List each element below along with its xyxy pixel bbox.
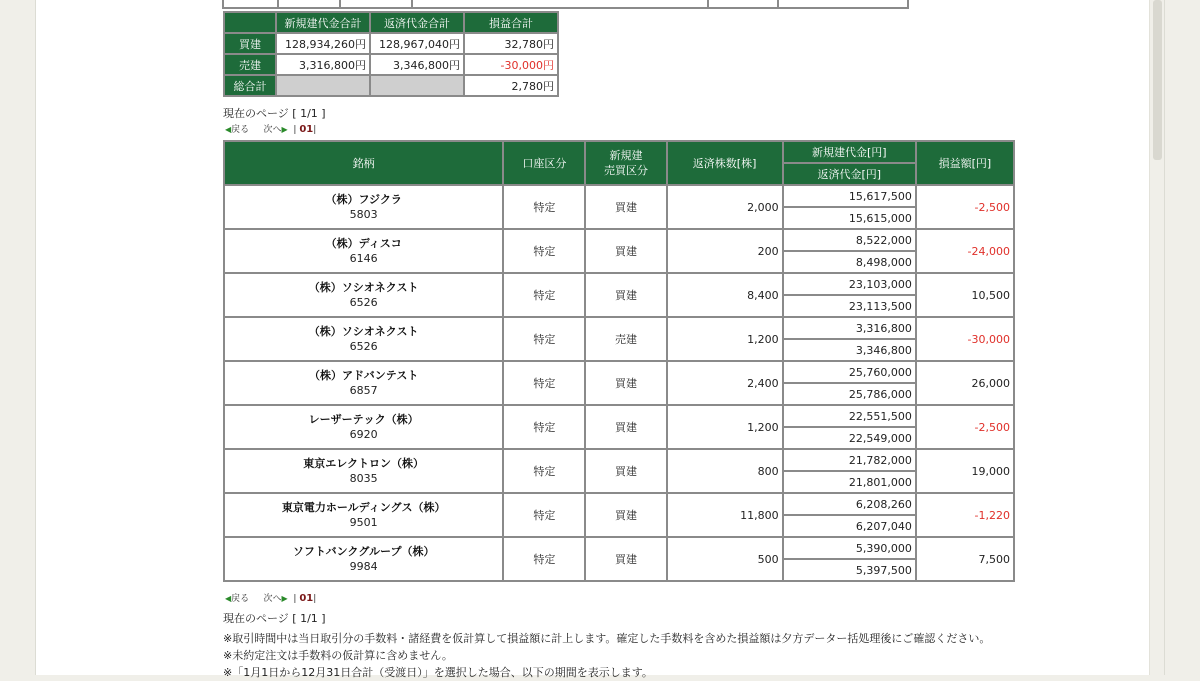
return-qty: 500 — [668, 538, 782, 580]
stock-cell — [225, 450, 502, 492]
table-row — [225, 362, 1013, 382]
page-panel — [35, 0, 1165, 679]
profit-loss: -2,500 — [917, 406, 1013, 448]
account-type: 特定 — [504, 406, 584, 448]
return-amount: 25,786,000 — [784, 384, 915, 404]
stock-code: 6857 — [349, 384, 378, 397]
profit-loss: -2,500 — [917, 186, 1013, 228]
summary-header: 返済代金合計 — [371, 13, 463, 32]
stock-code: 6920 — [349, 428, 378, 441]
header-account: 口座区分 — [504, 142, 584, 184]
stock-cell — [225, 274, 502, 316]
scrollbar[interactable] — [1149, 0, 1164, 675]
header-side — [586, 142, 665, 184]
stock-code: 6526 — [349, 296, 378, 309]
header-qty: 返済株数[株] — [668, 142, 782, 184]
positions-table — [223, 140, 1015, 582]
account-type: 特定 — [504, 494, 584, 536]
trade-side: 買建 — [586, 494, 665, 536]
summary-pl: -30,000円 — [465, 55, 557, 74]
next-arrow-icon: ▶ — [281, 594, 288, 603]
stock-cell — [225, 362, 502, 404]
summary-row-label: 売建 — [225, 55, 275, 74]
trade-side: 買建 — [586, 362, 665, 404]
note-line: ※「1月1日から12月31日合計（受渡日）」を選択した場合、以下の期間を表示します。 — [223, 666, 653, 679]
page-separator: | — [293, 594, 297, 604]
stock-cell — [225, 230, 502, 272]
header-new-amount: 新規建代金[円] — [784, 142, 915, 162]
account-type: 特定 — [504, 186, 584, 228]
profit-loss: 7,500 — [917, 538, 1013, 580]
profit-loss: 10,500 — [917, 274, 1013, 316]
stock-code: 5803 — [349, 208, 378, 221]
summary-return-total: 3,346,800円 — [371, 55, 463, 74]
profit-loss: -24,000 — [917, 230, 1013, 272]
account-type: 特定 — [504, 274, 584, 316]
stock-cell — [225, 406, 502, 448]
trade-side: 買建 — [586, 538, 665, 580]
previous-table-fragment — [222, 0, 909, 9]
summary-pl: 32,780円 — [465, 34, 557, 53]
new-amount: 15,617,500 — [784, 186, 915, 206]
summary-row-label: 買建 — [225, 34, 275, 53]
profit-loss: -1,220 — [917, 494, 1013, 536]
stock-name[interactable]: 東京電力ホールディングス（株） — [281, 501, 446, 514]
account-type: 特定 — [504, 362, 584, 404]
page-number-link[interactable]: 01 — [299, 593, 314, 604]
table-row — [225, 450, 1013, 470]
stock-name[interactable]: （株）ソシオネクスト — [308, 281, 419, 294]
return-amount: 23,113,500 — [784, 296, 915, 316]
pagination-top — [225, 122, 316, 135]
stock-cell — [225, 538, 502, 580]
table-row — [225, 318, 1013, 338]
summary-row-label: 総合計 — [225, 76, 275, 95]
trade-side: 買建 — [586, 186, 665, 228]
note-line: ※取引時間中は当日取引分の手数料・諸経費を仮計算して損益額に計上します。確定した手数料を含めた損益額は夕方データー括処理後にご確認ください。 — [223, 632, 991, 645]
stock-code: 6526 — [349, 340, 378, 353]
summary-empty-cell — [371, 76, 463, 95]
return-amount: 22,549,000 — [784, 428, 915, 448]
notes — [223, 630, 990, 681]
header-side-line1: 新規建 — [609, 149, 643, 162]
table-row — [225, 274, 1013, 294]
stock-name[interactable]: （株）ソシオネクスト — [308, 325, 419, 338]
page-separator: | — [313, 594, 317, 604]
next-arrow-icon: ▶ — [281, 125, 288, 134]
stock-name[interactable]: （株）ディスコ — [325, 237, 402, 250]
profit-loss: 26,000 — [917, 362, 1013, 404]
new-amount: 25,760,000 — [784, 362, 915, 382]
stock-code: 6146 — [349, 252, 378, 265]
page-number-link[interactable]: 01 — [299, 124, 314, 135]
back-link[interactable]: 戻る — [231, 125, 250, 135]
return-amount: 6,207,040 — [784, 516, 915, 536]
new-amount: 3,316,800 — [784, 318, 915, 338]
summary-row-sell — [225, 55, 557, 74]
return-amount: 15,615,000 — [784, 208, 915, 228]
trade-side: 買建 — [586, 406, 665, 448]
summary-total-pl: 2,780円 — [465, 76, 557, 95]
summary-row-buy — [225, 34, 557, 53]
stock-name[interactable]: レーザーテック（株） — [308, 413, 419, 426]
trade-side: 買建 — [586, 450, 665, 492]
new-amount: 8,522,000 — [784, 230, 915, 250]
stock-code: 8035 — [349, 472, 378, 485]
back-link[interactable]: 戻る — [231, 594, 250, 604]
current-page-label: 現在のページ [ 1/1 ] — [223, 107, 326, 120]
page-separator: | — [293, 125, 297, 135]
new-amount: 22,551,500 — [784, 406, 915, 426]
back-arrow-icon: ◀ — [225, 125, 232, 134]
summary-new-total: 128,934,260円 — [277, 34, 369, 53]
new-amount: 23,103,000 — [784, 274, 915, 294]
return-qty: 1,200 — [668, 318, 782, 360]
header-name: 銘柄 — [225, 142, 502, 184]
trade-side: 売建 — [586, 318, 665, 360]
header-side-line2: 売買区分 — [603, 164, 648, 177]
profit-loss: -30,000 — [917, 318, 1013, 360]
summary-new-total: 3,316,800円 — [277, 55, 369, 74]
stock-code: 9501 — [349, 516, 378, 529]
table-row — [225, 494, 1013, 514]
pagination-bottom — [225, 591, 316, 604]
profit-loss: 19,000 — [917, 450, 1013, 492]
stock-name[interactable]: （株）フジクラ — [325, 193, 402, 206]
stock-name[interactable]: 東京エレクトロン（株） — [303, 457, 425, 470]
stock-code: 9984 — [349, 560, 378, 573]
summary-corner — [225, 13, 275, 32]
return-qty: 200 — [668, 230, 782, 272]
stock-cell — [225, 186, 502, 228]
account-type: 特定 — [504, 538, 584, 580]
stock-name[interactable]: （株）アドバンテスト — [309, 369, 419, 382]
summary-empty-cell — [277, 76, 369, 95]
stock-cell — [225, 494, 502, 536]
next-link[interactable]: 次へ — [263, 594, 282, 604]
return-qty: 11,800 — [668, 494, 782, 536]
account-type: 特定 — [504, 318, 584, 360]
current-page-label-bottom: 現在のページ [ 1/1 ] — [223, 612, 326, 625]
return-qty: 2,400 — [668, 362, 782, 404]
return-qty: 8,400 — [668, 274, 782, 316]
next-link[interactable]: 次へ — [263, 125, 282, 135]
account-type: 特定 — [504, 450, 584, 492]
table-row — [225, 538, 1013, 558]
return-amount: 8,498,000 — [784, 252, 915, 272]
return-qty: 1,200 — [668, 406, 782, 448]
stock-name[interactable]: ソフトバンクグループ（株） — [292, 545, 435, 558]
summary-table — [223, 11, 559, 97]
table-row — [225, 406, 1013, 426]
return-amount: 5,397,500 — [784, 560, 915, 580]
new-amount: 6,208,260 — [784, 494, 915, 514]
return-qty: 2,000 — [668, 186, 782, 228]
page-separator: | — [313, 125, 317, 135]
summary-return-total: 128,967,040円 — [371, 34, 463, 53]
table-row — [225, 230, 1013, 250]
account-type: 特定 — [504, 230, 584, 272]
new-amount: 5,390,000 — [784, 538, 915, 558]
return-amount: 21,801,000 — [784, 472, 915, 492]
summary-header: 新規建代金合計 — [277, 13, 369, 32]
table-row — [225, 186, 1013, 206]
return-amount: 3,346,800 — [784, 340, 915, 360]
scrollbar-thumb[interactable] — [1153, 0, 1162, 160]
note-line: ※未約定注文は手数料の仮計算に含めません。 — [223, 649, 453, 662]
trade-side: 買建 — [586, 274, 665, 316]
summary-row-total — [225, 76, 557, 95]
header-return-amount: 返済代金[円] — [784, 164, 915, 184]
trade-side: 買建 — [586, 230, 665, 272]
summary-header: 損益合計 — [465, 13, 557, 32]
return-qty: 800 — [668, 450, 782, 492]
new-amount: 21,782,000 — [784, 450, 915, 470]
header-pl: 損益額[円] — [917, 142, 1013, 184]
back-arrow-icon: ◀ — [225, 594, 232, 603]
stock-cell — [225, 318, 502, 360]
